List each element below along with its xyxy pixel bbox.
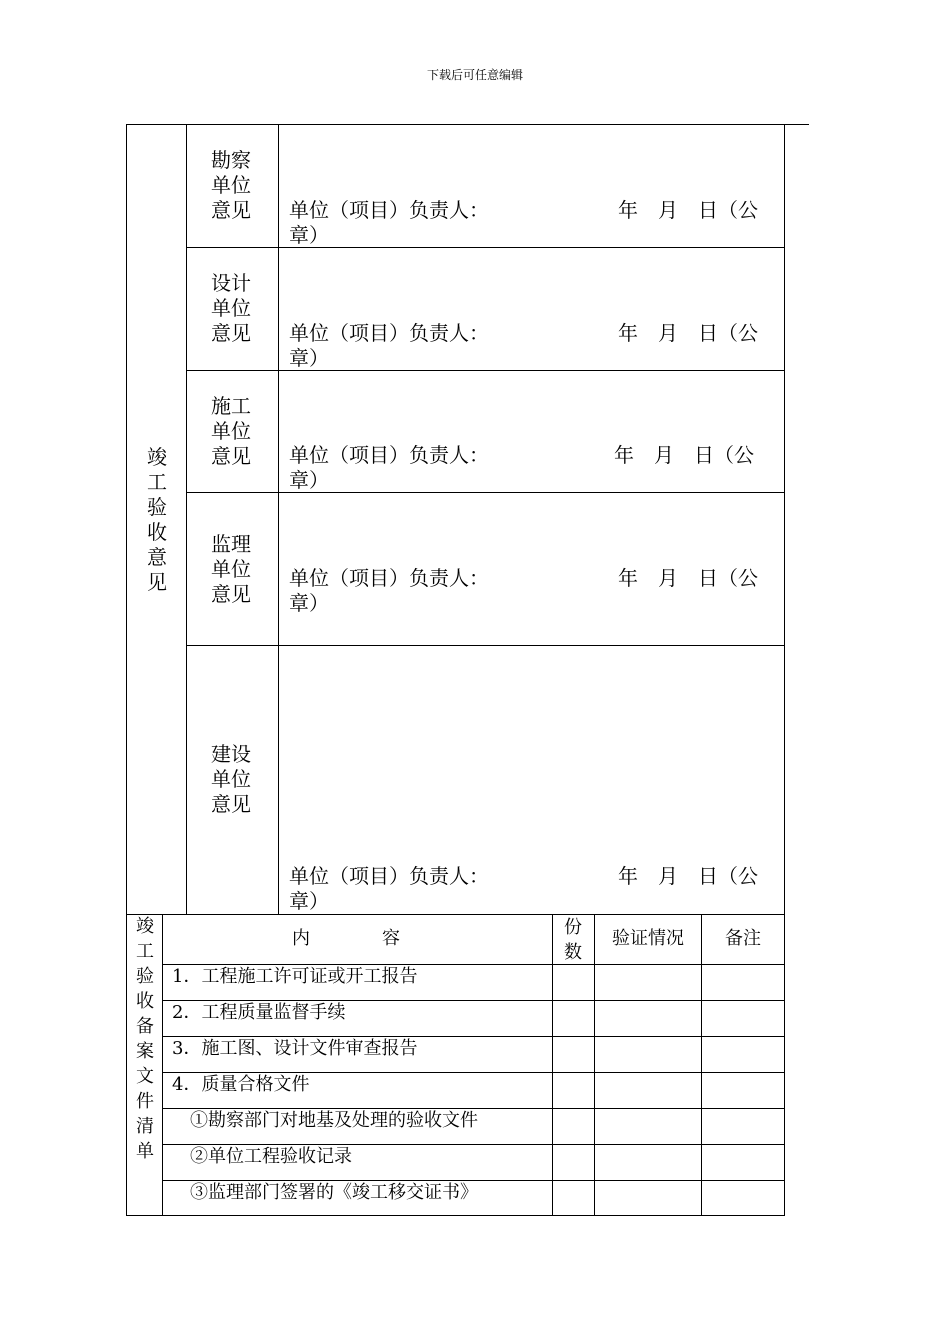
header-copies: 份数: [564, 917, 582, 963]
divider: [162, 964, 784, 965]
divider: [278, 124, 279, 914]
seal-label: 章）: [289, 223, 329, 247]
unit-label-supervision: 监理单位意见: [211, 532, 251, 606]
list-item: 2．工程质量监督手续: [172, 1002, 346, 1023]
seal-label: 章）: [289, 889, 329, 913]
unit-label-owner: 建设单位意见: [211, 742, 251, 816]
seal-label: 章）: [289, 346, 329, 370]
unit-label-design: 设计单位意见: [211, 271, 251, 345]
table-top-extension-line: [784, 124, 809, 125]
list-item: 4．质量合格文件: [172, 1074, 310, 1095]
header-verification: 验证情况: [612, 928, 684, 949]
signature-label: 单位（项目）负责人：: [289, 443, 489, 467]
divider: [162, 1144, 784, 1145]
unit-label-survey: 勘察单位意见: [211, 148, 251, 222]
divider: [162, 1072, 784, 1073]
header-content: 内 容: [292, 928, 400, 949]
list-item: ②单位工程验收记录: [190, 1146, 352, 1167]
signature-label: 单位（项目）负责人：: [289, 198, 489, 222]
list-item: 3．施工图、设计文件审查报告: [172, 1038, 418, 1059]
divider: [162, 914, 163, 1215]
divider: [186, 492, 784, 493]
list-item: ③监理部门签署的《竣工移交证书》: [190, 1182, 478, 1203]
divider: [186, 645, 784, 646]
signature-label: 单位（项目）负责人：: [289, 321, 489, 345]
filing-table-border: [126, 914, 785, 1216]
list-item: 1．工程施工许可证或开工报告: [172, 966, 418, 987]
divider: [186, 370, 784, 371]
date-label: 年 月 日（公: [618, 864, 758, 888]
date-label: 年 月 日（公: [618, 198, 758, 222]
divider: [594, 914, 595, 1215]
divider: [162, 1108, 784, 1109]
header-note: 下载后可任意编辑: [426, 68, 523, 82]
date-label: 年 月 日（公: [618, 321, 758, 345]
divider: [162, 1000, 784, 1001]
list-item: ①勘察部门对地基及处理的验收文件: [190, 1110, 478, 1131]
unit-label-construction: 施工单位意见: [211, 394, 251, 468]
divider: [162, 1180, 784, 1181]
signature-label: 单位（项目）负责人：: [289, 864, 489, 888]
divider: [186, 247, 784, 248]
divider: [186, 124, 187, 914]
filing-section-label: 竣工验收备案文件清单: [136, 916, 154, 1162]
signature-label: 单位（项目）负责人：: [289, 566, 489, 590]
date-label: 年 月 日（公: [618, 566, 758, 590]
acceptance-section-label: 竣工验收意见: [147, 445, 167, 594]
divider: [552, 914, 553, 1215]
divider: [701, 914, 702, 1215]
seal-label: 章）: [289, 591, 329, 615]
divider: [162, 1036, 784, 1037]
header-remarks: 备注: [725, 928, 761, 949]
date-label: 年 月 日（公: [614, 443, 754, 467]
seal-label: 章）: [289, 468, 329, 492]
